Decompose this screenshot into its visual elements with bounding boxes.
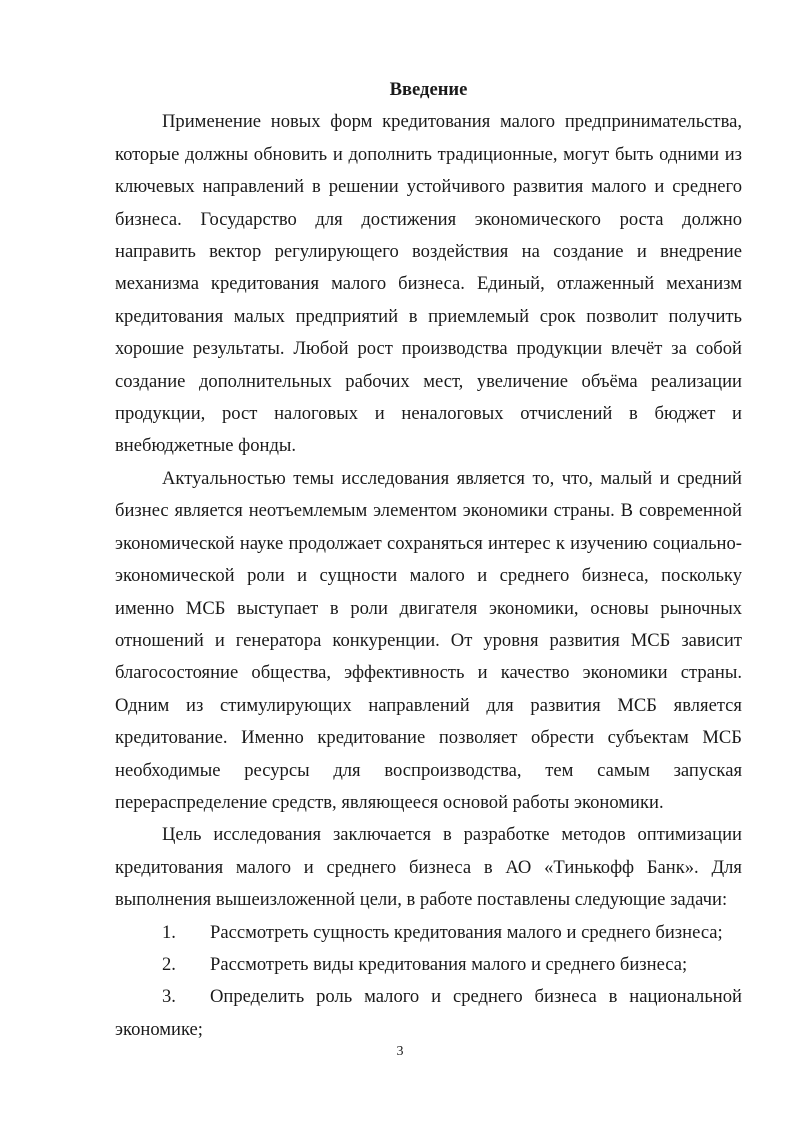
task-text: Определить роль малого и среднего бизнеса в национальной экономике;: [115, 986, 742, 1040]
page-number: 3: [396, 1044, 404, 1059]
task-number: 2.: [162, 953, 176, 975]
paragraph-relevance: Актуальностью темы исследования является то, что, малый и средний бизнес является неотъемлемым элементом экономики страны. В современной экономической науке продолжает сохраняться интерес к изучению социально-экономической роли и сущности малого и среднего бизнеса, поскольку именно МСБ выступает в роли двигателя экономики, основы рыночных отношений и генератора конкуренции. От уровня развития МСБ зависит благосостояние общества, эффективность и качество экономики страны. Одним из стимулирующих направлений для развития МСБ является кредитование. Именно кредитование позволяет обрести субъектам МСБ необходимые ресурсы для воспроизводства, тем самым запуская перераспределение средств, являющееся основой работы экономики.: [115, 467, 742, 813]
task-text: Рассмотреть сущность кредитования малого и среднего бизнеса;: [210, 921, 723, 943]
document-body: [115, 74, 742, 1046]
task-text: Рассмотреть виды кредитования малого и среднего бизнеса;: [210, 953, 688, 975]
task-list-item: [115, 917, 742, 949]
section-title: Введение: [389, 79, 468, 100]
paragraph-goal: Цель исследования заключается в разработке методов оптимизации кредитования малого и среднего бизнеса в АО «Тинькофф Банк». Для выполнения вышеизложенной цели, в работе поставлены следующие задачи:: [115, 824, 742, 911]
task-list-item: [115, 981, 742, 1046]
paragraph-intro: Применение новых форм кредитования малого предпринимательства, которые должны обновить и дополнить традиционные, могут быть одними из ключевых направлений в решении устойчивого развития малого и среднего бизнеса. Государство для достижения экономического роста должно направить вектор регулирующего воздействия на создание и внедрение механизма кредитования малого бизнеса. Единый, отлаженный механизм кредитования малых предприятий в приемлемый срок позволит получить хорошие результаты. Любой рост производства продукции влечёт за собой создание дополнительных рабочих мест, увеличение объёма реализации продукции, рост налоговых и неналоговых отчислений в бюджет и внебюджетные фонды.: [115, 111, 742, 457]
task-number: 3.: [162, 986, 176, 1008]
task-number: 1.: [162, 921, 176, 943]
task-list-item: [115, 949, 742, 981]
